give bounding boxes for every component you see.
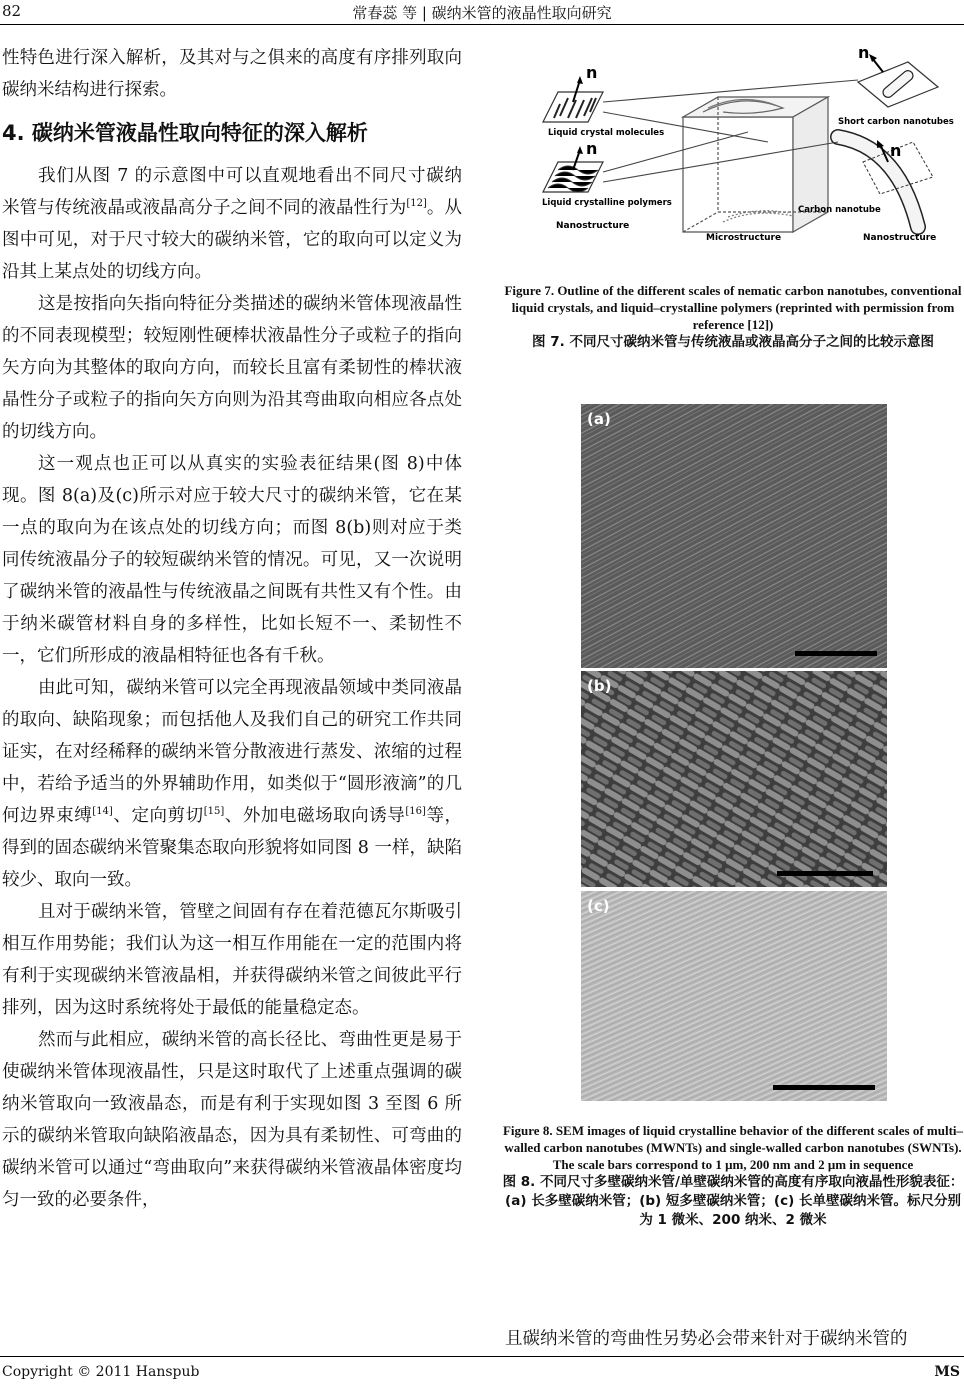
paragraph-1 [2, 160, 462, 288]
right-column-continuation: 且碳纳米管的弯曲性另势必会带来针对于碳纳米管的 [505, 1329, 908, 1349]
sem-panel-c [581, 891, 887, 1101]
figure-8-caption-zh: 图 8. 不同尺寸多壁碳纳米管/单壁碳纳米管的高度有序取向液晶性形貌表征：(a) 长多壁碳纳米管；(b) 短多壁碳纳米管；(c) 长单壁碳纳米管。标尺分别为 1 微米、200 纳米、2 微米 [502, 1174, 964, 1228]
paragraph-1-text-b: 。从图中可见，对于尺寸较大的碳纳米管，它的取向可以定义为沿其上某点处的切线方向。 [2, 198, 463, 282]
scale-bar-c [773, 1085, 875, 1090]
paragraph-4-text-a: 由此可知，碳纳米管可以完全再现液晶领域中类同液晶的取向、缺陷现象；而包括他人及我们自己的研究工作共同证实，在对经稀释的碳纳米管分散液进行蒸发、浓缩的过程中，若给予适当的外界辅助作用，如类似于“圆形液滴”的几何边界束缚 [2, 678, 462, 826]
panel-a-label: (a) [587, 410, 611, 428]
cnt-label: Carbon nanotube [798, 205, 881, 215]
nanostructure-label-left: Nanostructure [556, 221, 630, 231]
paragraph-4-text-b: 、定向剪切 [112, 806, 204, 826]
left-column [2, 42, 462, 1216]
figure-7-caption-zh: 图 7. 不同尺寸碳纳米管与传统液晶或液晶高分子之间的比较示意图 [532, 334, 934, 350]
footer-rule [0, 1356, 964, 1357]
paragraph-3: 这一观点也正可以从真实的实验表征结果(图 8)中体现。图 8(a)及(c)所示对应于较大尺寸的碳纳米管，它在某一点的取向为在该点处的切线方向；而图 8(b)则对应于类同传统液晶分子的较短碳纳米管的情况。可见，又一次说明了碳纳米管的液晶性与传统液晶之间既有共性又有个性。由于纳米碳管材料自身的多样性，比如长短不一、柔韧性不一，它们所形成的液晶相特征也各有千秋。 [2, 454, 462, 666]
scale-bar-a [795, 651, 877, 656]
figure-7-caption [500, 282, 964, 352]
section-heading: 4. 碳纳米管液晶性取向特征的深入解析 [2, 121, 368, 145]
paragraph-4-text-c: 、外加电磁场取向诱导 [224, 806, 406, 826]
citation-16[interactable]: [16] [405, 806, 426, 818]
page-footer [0, 1356, 964, 1386]
n-label-top-right: n [858, 43, 870, 62]
paragraph-intro: 性特色进行深入解析，及其对与之俱来的高度有序排列取向碳纳米结构进行探索。 [2, 48, 462, 100]
sem-image-b [581, 671, 887, 887]
page-number: 82 [2, 2, 22, 20]
figure-7-caption-en: Figure 7. Outline of the different scales of nematic carbon nanotubes, conventional liquid crystals, and liquid–crystalline polymers (reprinted with permission from reference [12]) [504, 283, 962, 332]
copyright: Copyright © 2011 Hanspub [2, 1364, 200, 1380]
lc-polymers-label: Liquid crystalline polymers [542, 198, 672, 208]
lc-molecules-label: Liquid crystal molecules [548, 128, 665, 138]
figure-7-svg [508, 42, 960, 264]
paragraph-4-text-d: 等，得到的固态碳纳米管聚集态取向形貌将如同图 8 一样，缺陷较少、取向一致。 [2, 806, 463, 890]
figure-8-caption [500, 1122, 964, 1230]
running-title: 常春蕊 等 | 碳纳米管的液晶性取向研究 [352, 4, 612, 22]
citation-12[interactable]: [12] [406, 198, 427, 210]
header-rule [0, 24, 964, 25]
nanostructure-label-right: Nanostructure [863, 233, 937, 243]
n-label-bottom-right: n [890, 141, 902, 160]
paragraph-5: 且对于碳纳米管，管壁之间固有存在着范德瓦尔斯吸引相互作用势能；我们认为这一相互作用能在一定的范围内将有利于实现碳纳米管液晶相，并获得碳纳米管之间彼此平行排列，因为这时系统将处于最低的能量稳定态。 [2, 902, 462, 1018]
journal-abbrev: MS [934, 1364, 960, 1380]
figure-7-diagram [508, 42, 960, 264]
panel-b-label: (b) [587, 677, 612, 695]
paragraph-4 [2, 672, 462, 896]
citation-14[interactable]: [14] [92, 806, 113, 818]
short-cnt-panel [858, 54, 938, 107]
panel-c-label: (c) [587, 897, 610, 915]
sem-panel-a [581, 404, 887, 668]
n-label-top-left: n [586, 63, 598, 82]
paragraph-1-text-a: 我们从图 7 的示意图中可以直观地看出不同尺寸碳纳米管与传统液晶或液晶高分子之间不同的液晶性行为 [2, 166, 462, 218]
citation-15[interactable]: [15] [203, 806, 225, 818]
paragraph-2: 这是按指向矢指向特征分类描述的碳纳米管体现液晶性的不同表现模型；较短刚性硬棒状液晶性分子或粒子的指向矢方向为其整体的取向方向，而较长且富有柔韧性的棒状液晶性分子或粒子的指向矢方向则为沿其弯曲取向相应各点处的切线方向。 [2, 294, 462, 442]
page-header [0, 0, 964, 26]
lc-molecules-panel [543, 76, 603, 122]
microstructure-label: Microstructure [706, 233, 782, 243]
short-cnt-label: Short carbon nanotubes [838, 117, 954, 127]
sem-image-c [581, 891, 887, 1101]
paragraph-6: 然而与此相应，碳纳米管的高长径比、弯曲性更是易于使碳纳米管体现液晶性，只是这时取代了上述重点强调的碳纳米管取向一致液晶态，而是有利于实现如图 3 至图 6 所示的碳纳米管取向缺陷液晶态，因为具有柔韧性、可弯曲的碳纳米管可以通过“弯曲取向”来获得碳纳米管液晶体密度均匀一致的必要条件， [2, 1030, 462, 1210]
scale-bar-b [777, 871, 873, 876]
n-label-bottom-left: n [586, 139, 598, 158]
sem-panel-b [581, 671, 887, 887]
sem-image-a [581, 404, 887, 668]
figure-8-caption-en: Figure 8. SEM images of liquid crystalline behavior of the different scales of multi–walled carbon nanotubes (MWNTs) and single-walled carbon nanotubes (SWNTs). The scale bars correspond to 1 μm, 200 nm and 2 μm in sequence [502, 1123, 964, 1172]
